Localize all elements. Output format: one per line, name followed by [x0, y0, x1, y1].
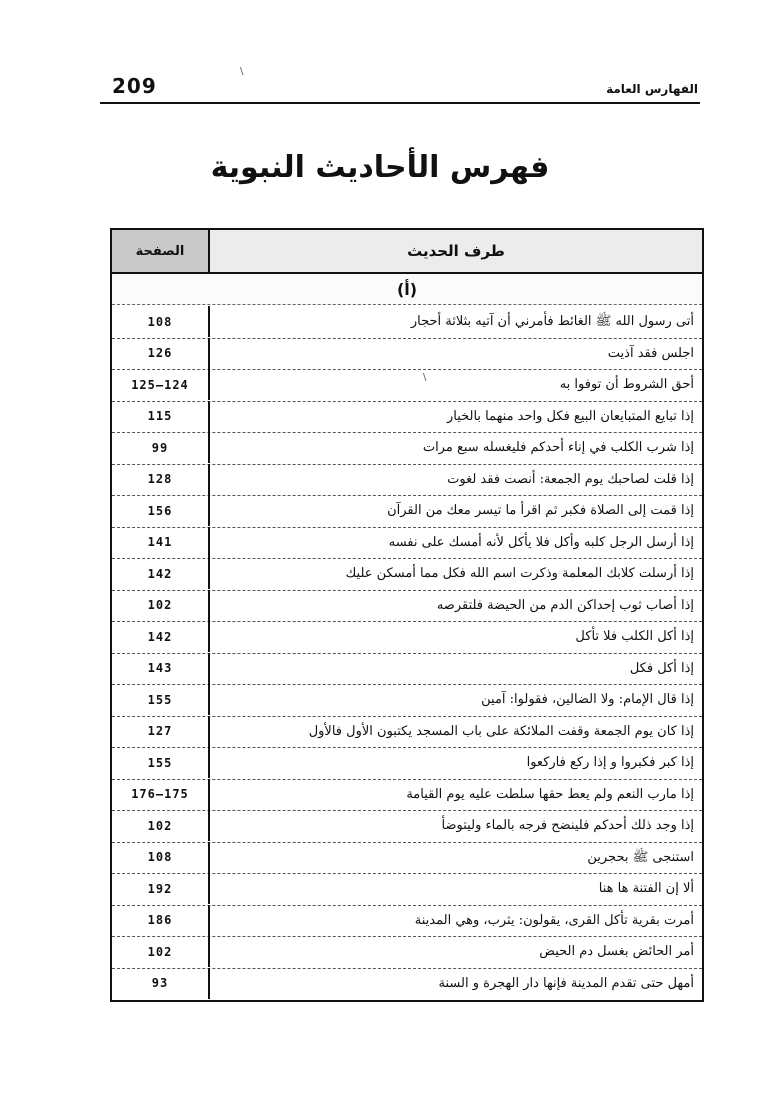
table-row	[112, 621, 702, 654]
hadith-incipit: ألا إن الفتنة ها هنا	[598, 881, 694, 896]
hadith-incipit: إذا قال الإمام: ولا الضالين، فقولوا: آمين	[481, 692, 694, 707]
hadith-incipit: إذا قلت لصاحبك يوم الجمعة: أنصت فقد لغوت	[447, 471, 694, 487]
page-reference: 108	[112, 306, 210, 337]
table-row	[112, 369, 702, 402]
table-row	[112, 527, 702, 560]
page-reference: 176–175	[112, 779, 210, 810]
page-reference: 99	[112, 432, 210, 463]
table-row	[112, 842, 702, 875]
hadith-index-table	[110, 228, 704, 1002]
page-reference: 93	[112, 968, 210, 999]
hadith-incipit: إذا مارب النعم ولم يعط حقها سلطت عليه يوم القيامة	[406, 786, 694, 802]
hadith-incipit: إذا أكل الكلب فلا تأكل	[575, 629, 694, 644]
letter-heading: (أ)	[112, 274, 702, 305]
hadith-incipit: اجلس فقد آذيت	[607, 345, 694, 361]
table-row	[112, 684, 702, 717]
table-row	[112, 306, 702, 339]
table-row	[112, 936, 702, 969]
hadith-incipit: إذا وجد ذلك أحدكم فلينضح فرجه بالماء وليتوضأ	[441, 818, 694, 833]
page-reference: 126	[112, 338, 210, 369]
scan-speck: \	[423, 372, 427, 383]
page-reference: 127	[112, 716, 210, 747]
hadith-incipit: أمر الحائض بغسل دم الحيض	[539, 944, 694, 959]
index-title: فهرس الأحاديث النبوية	[210, 150, 550, 185]
page-reference: 142	[112, 558, 210, 589]
page-reference: 143	[112, 653, 210, 684]
table-row	[112, 968, 702, 1000]
page-reference: 102	[112, 590, 210, 621]
hadith-incipit: أمرت بقرية تأكل القرى، يقولون: يثرب، وهي المدينة	[414, 912, 694, 928]
page-reference: 155	[112, 747, 210, 778]
table-row	[112, 338, 702, 371]
page-reference: 125–124	[112, 369, 210, 400]
table-row	[112, 558, 702, 591]
hadith-incipit: إذا أصاب ثوب إحداكن الدم من الحيضة فلتقرصه	[436, 597, 694, 613]
hadith-incipit: إذا شرب الكلب في إناء أحدكم فليغسله سبع مرات	[422, 440, 694, 455]
hadith-incipit: استنجى ﷺ بحجرين	[587, 849, 694, 865]
hadith-incipit: إذا قمت إلى الصلاة فكبر ثم اقرأ ما تيسر معك من القرآن	[387, 503, 694, 518]
page-reference: 108	[112, 842, 210, 873]
page-reference: 155	[112, 684, 210, 715]
table-row	[112, 464, 702, 497]
page-number: 209	[112, 74, 157, 98]
page-reference: 115	[112, 401, 210, 432]
page-reference: 142	[112, 621, 210, 652]
page-column-header: الصفحة	[112, 230, 210, 272]
section-name: الفهارس العامة	[606, 82, 698, 96]
page-reference: 156	[112, 495, 210, 526]
page-reference: 192	[112, 873, 210, 904]
table-row	[112, 716, 702, 749]
table-row	[112, 495, 702, 528]
hadith-incipit: أمهل حتى تقدم المدينة فإنها دار الهجرة و السنة	[438, 975, 694, 991]
table-row	[112, 432, 702, 465]
table-row	[112, 905, 702, 938]
hadith-incipit: إذا أرسلت كلابك المعلمة وذكرت اسم الله فكل مما أمسكن عليك	[345, 566, 694, 581]
page-reference: 186	[112, 905, 210, 936]
hadith-incipit: إذا أرسل الرجل كلبه وأكل فلا يأكل لأنه أمسك على نفسه	[388, 534, 694, 550]
hadith-incipit: أتى رسول الله ﷺ الغائط فأمرني أن آتيه بثلاثة أحجار	[410, 314, 694, 329]
page-reference: 128	[112, 464, 210, 495]
table-row	[112, 401, 702, 434]
page-reference: 141	[112, 527, 210, 558]
hadith-incipit: إذا تبايع المتبايعان البيع فكل واحد منهما بالخيار	[446, 408, 694, 424]
table-row	[112, 653, 702, 686]
table-row	[112, 747, 702, 780]
table-row	[112, 873, 702, 906]
table-header	[112, 230, 702, 274]
table-row	[112, 810, 702, 843]
running-head	[100, 76, 700, 104]
table-row	[112, 779, 702, 812]
table-row	[112, 590, 702, 623]
hadith-column-header: طرف الحديث	[210, 230, 702, 272]
hadith-incipit: إذا كبر فكبروا و إذا ركع فاركعوا	[526, 755, 694, 770]
hadith-incipit: إذا أكل فكل	[629, 660, 694, 676]
scan-speck: \	[240, 66, 244, 77]
page-reference: 102	[112, 810, 210, 841]
page-reference: 102	[112, 936, 210, 967]
hadith-incipit: أحق الشروط أن توفوا به	[559, 377, 694, 392]
hadith-incipit: إذا كان يوم الجمعة وقفت الملائكة على باب المسجد يكتبون الأول فالأول	[308, 723, 694, 739]
